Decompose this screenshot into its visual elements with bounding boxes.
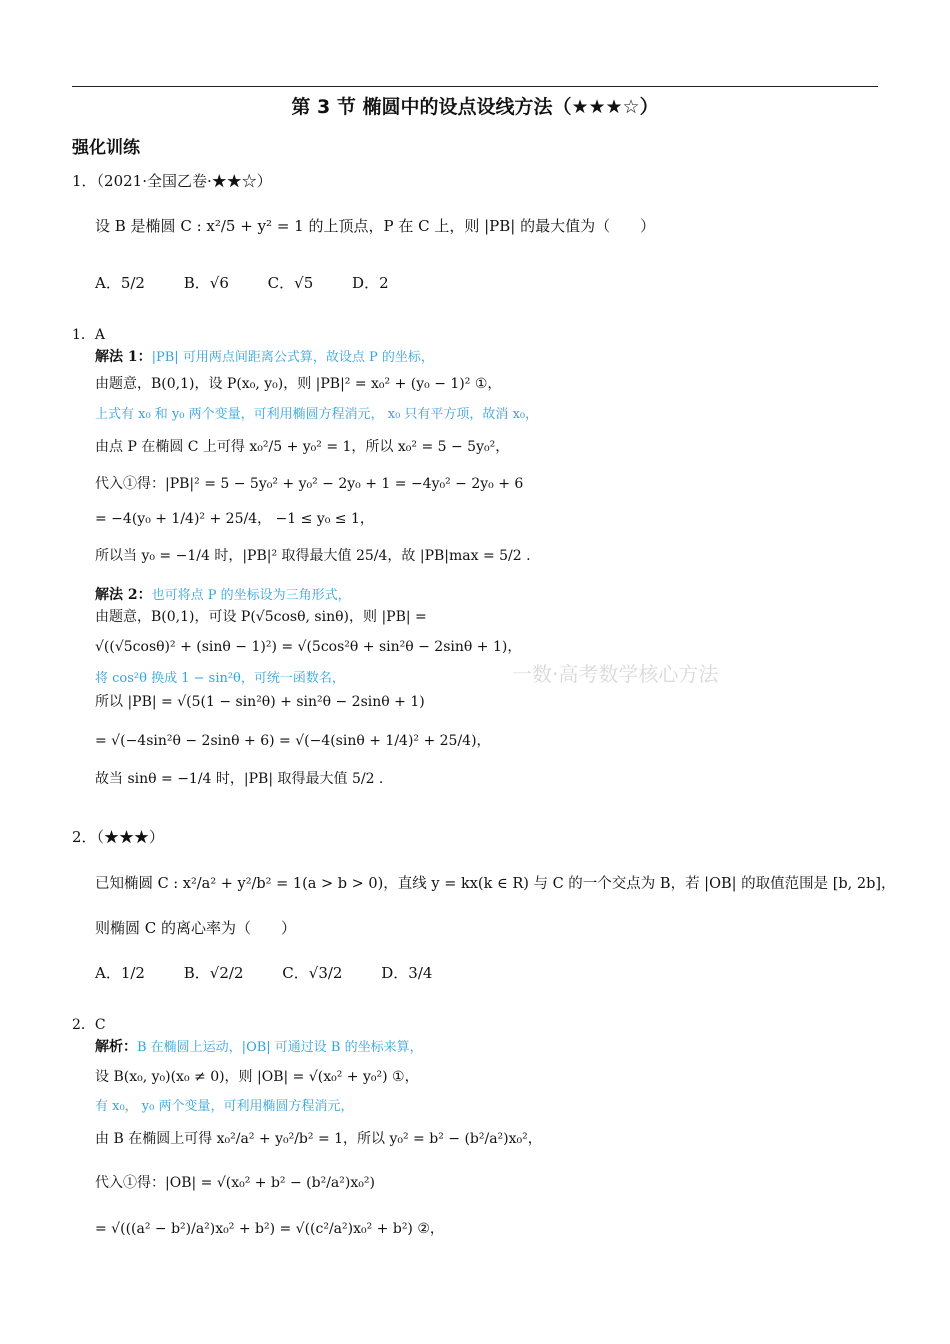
a1-method2-label: 解法 2：: [95, 587, 152, 603]
top-rule: [72, 86, 878, 87]
a2-answer: 2．C: [72, 1017, 106, 1033]
section-heading: 强化训练: [72, 138, 140, 158]
a1-method2: [95, 584, 351, 604]
watermark: 一数·高考数学核心方法: [512, 662, 719, 686]
a1-note3: 将 cos²θ 换成 1 − sin²θ，可统一函数名，: [95, 671, 345, 686]
a1-m5: 故当 sinθ = −1/4 时，|PB| 取得最大值 5/2 .: [95, 771, 384, 787]
q2-option-c: C．√3/2: [282, 964, 343, 982]
q1-header: 1．（2021·全国乙卷·★★☆）: [72, 172, 272, 190]
a2-note2: 有 x₀， y₀ 两个变量，可利用椭圆方程消元，: [95, 1099, 354, 1114]
q2-option-b: B．√2/2: [183, 964, 244, 982]
q2-options: [95, 962, 466, 983]
q2-stem: 已知椭圆 C : x²/a² + y²/b² = 1(a > b > 0)，直线 y = kx(k ∈ R) 与 C 的一个交点为 B，若 |OB| 的取值范围是 [b, 2b]，: [95, 876, 896, 892]
q2-option-a: A．1/2: [95, 964, 145, 982]
a1-method2-note: 也可将点 P 的坐标设为三角形式，: [151, 588, 351, 603]
a1-m4: = √(−4sin²θ − 2sinθ + 6) = √(−4(sinθ + 1/4)² + 25/4)，: [95, 733, 491, 749]
a1-method1-label: 解法 1：: [95, 349, 152, 365]
q2-stem2: 则椭圆 C 的离心率为（ ）: [95, 919, 297, 937]
a1-answer: 1．A: [72, 327, 106, 343]
a2-note1: B 在椭圆上运动，|OB| 可通过设 B 的坐标来算，: [137, 1040, 423, 1055]
a1-method1-note: |PB| 可用两点间距离公式算，故设点 P 的坐标，: [151, 350, 434, 365]
a1-line2: 由点 P 在椭圆 C 上可得 x₀²/5 + y₀² = 1，所以 x₀² = 5 − 5y₀²，: [95, 439, 510, 455]
a1-m1: 由题意，B(0,1)，可设 P(√5cosθ, sinθ)，则 |PB| =: [95, 609, 427, 625]
q1-options: [95, 272, 423, 293]
a2-line1: 设 B(x₀, y₀)(x₀ ≠ 0)，则 |OB| = √(x₀² + y₀²) ①，: [95, 1069, 419, 1085]
q1-option-c: C．√5: [267, 274, 314, 292]
q2-header: 2．（★★★）: [72, 828, 165, 846]
a2-intro: [95, 1036, 423, 1056]
a1-note2: 上式有 x₀ 和 y₀ 两个变量，可利用椭圆方程消元， x₀ 只有平方项，故消 x₀，: [95, 407, 539, 422]
q2-option-d: D．3/4: [381, 964, 433, 982]
a2-line2: 由 B 在椭圆上可得 x₀²/a² + y₀²/b² = 1，所以 y₀² = b² − (b²/a²)x₀²，: [95, 1131, 542, 1147]
q1-option-d: D．2: [352, 274, 389, 292]
a1-line1: 由题意，B(0,1)，设 P(x₀, y₀)，则 |PB|² = x₀² + (y₀ − 1)² ①，: [95, 376, 502, 392]
a2-line4: = √(((a² − b²)/a²)x₀² + b²) = √((c²/a²)x₀² + b²) ②，: [95, 1221, 444, 1237]
q1-option-a: A．5/2: [95, 274, 145, 292]
a1-m3: 所以 |PB| = √(5(1 − sin²θ) + sin²θ − 2sinθ + 1): [95, 694, 425, 710]
a1-line5: 所以当 y₀ = −1/4 时，|PB|² 取得最大值 25/4，故 |PB|max = 5/2 .: [95, 548, 531, 564]
a1-method1: [95, 346, 434, 366]
a2-line3: 代入①得：|OB| = √(x₀² + b² − (b²/a²)x₀²): [95, 1175, 375, 1191]
q1-stem: 设 B 是椭圆 C : x²/5 + y² = 1 的上顶点，P 在 C 上，则 |PB| 的最大值为（ ）: [95, 217, 656, 235]
a1-m2: √((√5cosθ)² + (sinθ − 1)²) = √(5cos²θ + sin²θ − 2sinθ + 1)，: [95, 639, 522, 655]
q1-option-b: B．√6: [183, 274, 229, 292]
a1-line3: 代入①得：|PB|² = 5 − 5y₀² + y₀² − 2y₀ + 1 = −4y₀² − 2y₀ + 6: [95, 476, 524, 492]
page-title: 第 3 节 椭圆中的设点设线方法（★★★☆）: [291, 96, 659, 118]
a2-label: 解析：: [95, 1039, 137, 1055]
a1-line4: = −4(y₀ + 1/4)² + 25/4， −1 ≤ y₀ ≤ 1，: [95, 511, 374, 527]
